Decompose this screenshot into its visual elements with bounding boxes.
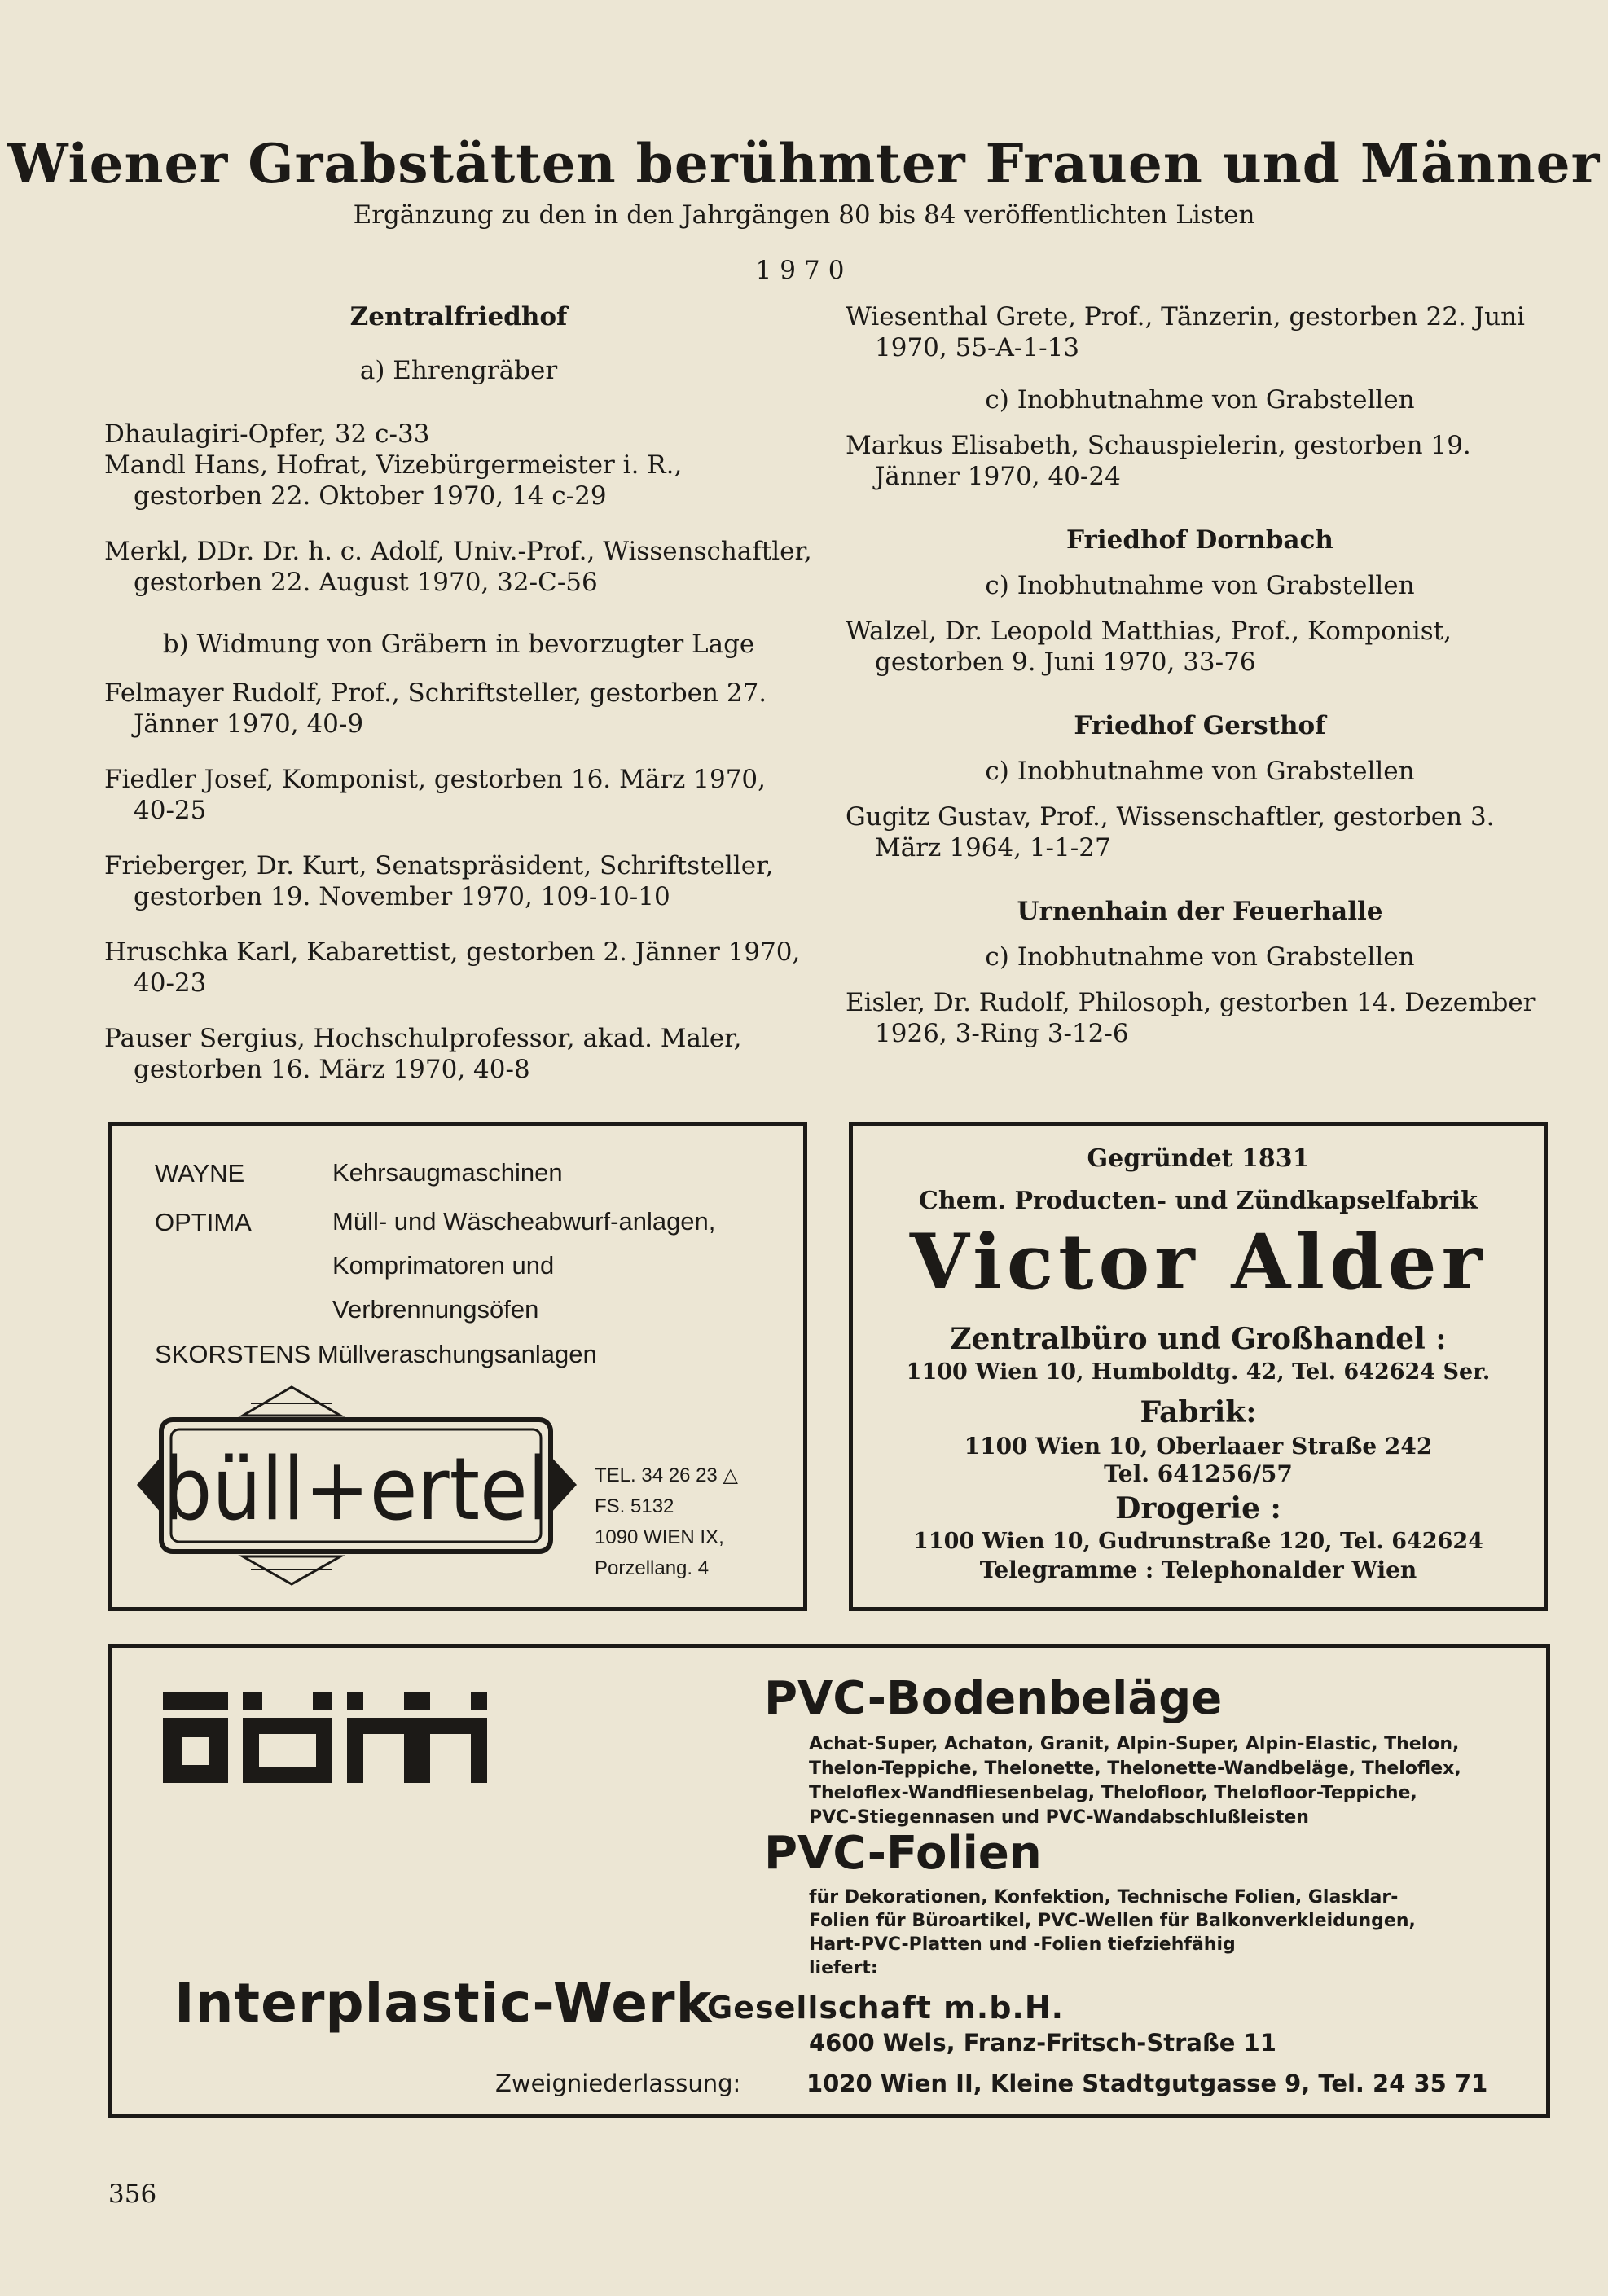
list-item: Eisler, Dr. Rudolf, Philosoph, gestorben 14. Dezember 1926, 3-Ring 3-12-6 <box>846 988 1536 1048</box>
ad-product-text: Müll- und Wäscheabwurf-anlagen, Komprimatoren und Verbrennungsöfen <box>332 1207 716 1324</box>
ad-text-line: Theloflex-Wandfliesenbelag, Thelofloor, Thelofloor-Teppiche, <box>809 1783 1417 1803</box>
ad-text-line: Folien für Büroartikel, PVC-Wellen für Balkonverkleidungen, <box>809 1911 1416 1931</box>
advertisement-buell-ertel <box>108 1122 807 1611</box>
section-heading: Urnenhain der Feuerhalle <box>1017 897 1383 926</box>
ad-company-suffix: Gesellschaft m.b.H. <box>707 1990 1065 2026</box>
ad-branch-label: Zweigniederlassung: <box>495 2070 741 2097</box>
ad-section-label: Fabrik: <box>1140 1395 1257 1429</box>
ad-address-line: Tel. 641256/57 <box>1104 1460 1293 1487</box>
advertisement-interplastic <box>108 1644 1550 2118</box>
left-column <box>104 301 813 1109</box>
ad-text-block <box>809 1886 1542 1980</box>
list-item: Wiesenthal Grete, Prof., Tänzerin, gestorben 22. Juni 1970, 55-A-1-13 <box>846 302 1525 362</box>
ad-text-block <box>809 1732 1542 1830</box>
ad-company-type: Chem. Producten- und Zündkapselfabrik <box>919 1187 1478 1215</box>
buell-ertel-logo-icon <box>129 1371 585 1599</box>
list-item: Hruschka Karl, Kabarettist, gestorben 2. Jänner 1970, 40-23 <box>104 937 801 998</box>
ad-address-line: 1100 Wien 10, Humboldtg. 42, Tel. 642624 Ser. <box>906 1359 1491 1385</box>
ad-company-name: Interplastic-Werk <box>174 1972 713 2035</box>
ad-address-line: 1100 Wien 10, Oberlaaer Straße 242 <box>964 1433 1433 1460</box>
ad-text-line: Hart-PVC-Platten und -Folien tiefziehfähig <box>809 1934 1236 1955</box>
ad-address-line: 1090 WIEN IX, <box>595 1526 724 1548</box>
list-item: Felmayer Rudolf, Prof., Schriftsteller, gestorben 27. Jänner 1970, 40-9 <box>104 678 767 739</box>
ad-section-label: Zentralbüro und Großhandel : <box>950 1322 1447 1356</box>
ad-brand-label: WAYNE <box>155 1159 245 1188</box>
section-heading: Zentralfriedhof <box>349 302 568 331</box>
list-item: Dhaulagiri-Opfer, 32 c-33 <box>104 419 430 449</box>
page-subtitle: Ergänzung zu den in den Jahrgängen 80 bis 84 veröffentlichten Listen <box>353 200 1255 230</box>
year-label: 1970 <box>755 256 853 285</box>
logo-text: büll+ertel <box>162 1439 550 1539</box>
subsection-heading: a) Ehrengräber <box>359 356 558 385</box>
ad-heading: PVC-Folien <box>764 1827 1042 1880</box>
list-item: Pauser Sergius, Hochschulprofessor, akad. Maler, gestorben 16. März 1970, 40-8 <box>104 1024 742 1084</box>
ipm-logo-icon <box>158 1688 492 1786</box>
ad-text-line: für Dekorationen, Konfektion, Technische Folien, Glasklar- <box>809 1887 1399 1907</box>
ad-text-line: Achat-Super, Achaton, Granit, Alpin-Super, Alpin-Elastic, Thelon, <box>809 1734 1460 1754</box>
ad-address-line: 1100 Wien 10, Gudrunstraße 120, Tel. 642624 <box>913 1529 1483 1554</box>
ad-brand-label: OPTIMA <box>155 1208 252 1236</box>
section-heading: Friedhof Gersthof <box>1074 711 1326 740</box>
page-title: Wiener Grabstätten berühmter Frauen und Männer <box>7 132 1601 195</box>
subsection-heading: c) Inobhutnahme von Grabstellen <box>985 757 1415 786</box>
ad-address-line: 4600 Wels, Franz-Fritsch-Straße 11 <box>809 2029 1276 2057</box>
subsection-heading: c) Inobhutnahme von Grabstellen <box>985 571 1415 600</box>
list-item: Mandl Hans, Hofrat, Vizebürgermeister i. R., gestorben 22. Oktober 1970, 14 c-29 <box>104 450 683 511</box>
list-item: Markus Elisabeth, Schauspielerin, gestorben 19. Jänner 1970, 40-24 <box>846 431 1471 491</box>
list-item: Gugitz Gustav, Prof., Wissenschaftler, gestorben 3. März 1964, 1-1-27 <box>846 802 1495 863</box>
ad-telegram: Telegramme : Telephonalder Wien <box>979 1556 1417 1583</box>
list-item: Walzel, Dr. Leopold Matthias, Prof., Komponist, gestorben 9. Juni 1970, 33-76 <box>846 617 1452 677</box>
ad-founded: Gegründet 1831 <box>1087 1144 1310 1173</box>
ad-phone: TEL. 34 26 23 △ <box>595 1464 738 1486</box>
subsection-heading: c) Inobhutnahme von Grabstellen <box>985 385 1415 415</box>
subsection-heading: c) Inobhutnahme von Grabstellen <box>985 942 1415 972</box>
ad-section-label: Drogerie : <box>1115 1491 1281 1526</box>
ad-heading: PVC-Bodenbeläge <box>764 1672 1223 1725</box>
ad-telex: FS. 5132 <box>595 1495 674 1517</box>
ad-branch-address: 1020 Wien II, Kleine Stadtgutgasse 9, Tel. 24 35 71 <box>806 2070 1488 2097</box>
advertisement-victor-alder <box>849 1122 1548 1611</box>
ad-product-text: Kehrsaugmaschinen <box>332 1158 563 1187</box>
section-heading: Friedhof Dornbach <box>1066 525 1333 555</box>
ad-text-line: liefert: <box>809 1958 878 1978</box>
ad-product-text: SKORSTENS Müllveraschungsanlagen <box>155 1340 597 1368</box>
ad-company-name: Victor Alder <box>909 1218 1487 1307</box>
subsection-heading: b) Widmung von Gräbern in bevorzugter Lage <box>162 630 755 659</box>
list-item: Frieberger, Dr. Kurt, Senatspräsident, Schriftsteller, gestorben 19. November 1970, 109-10-10 <box>104 851 774 911</box>
ad-contact <box>595 1460 738 1584</box>
page-number: 356 <box>108 2180 157 2209</box>
list-item: Fiedler Josef, Komponist, gestorben 16. März 1970, 40-25 <box>104 765 766 825</box>
list-item: Merkl, DDr. Dr. h. c. Adolf, Univ.-Prof., Wissenschaftler, gestorben 22. August 1970, 32-C-56 <box>104 537 812 597</box>
right-column <box>846 301 1554 1073</box>
ad-address-line: Porzellang. 4 <box>595 1557 710 1579</box>
ad-text-line: Thelon-Teppiche, Thelonette, Thelonette-Wandbeläge, Theloflex, <box>809 1758 1461 1779</box>
ad-text-line: PVC-Stiegennasen und PVC-Wandabschlußleisten <box>809 1807 1309 1828</box>
